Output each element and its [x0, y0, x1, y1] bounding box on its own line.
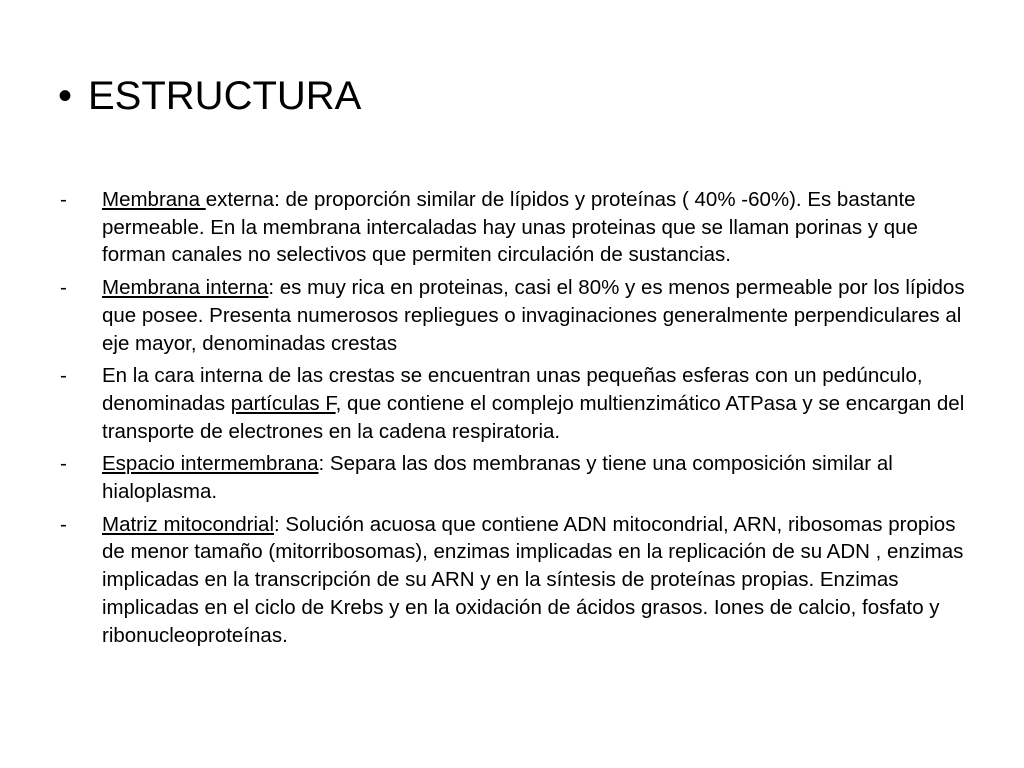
- title-row: [58, 72, 361, 120]
- term-membrana-externa: Membrana: [102, 188, 206, 211]
- item-description: : es muy rica en proteinas, casi el 80% y es menos permeable por los lípidos que posee. Presenta numerosos repliegues o invaginaciones generalmente perpendiculares al eje mayor, denominadas crestas: [102, 276, 965, 355]
- term-membrana-interna: Membrana interna: [102, 276, 269, 300]
- item-description-before: En la cara interna de las crestas se encuentran unas pequeñas esferas con un pedúnculo, denominadas: [102, 364, 923, 415]
- term-espacio-intermembrana: Espacio intermembrana: [102, 452, 319, 476]
- list-item-espacio-intermembrana: [60, 450, 980, 505]
- list-dash: -: [60, 364, 67, 388]
- list-item-membrana-externa: [60, 186, 980, 269]
- list-dash: -: [60, 512, 67, 536]
- item-description: : Solución acuosa que contiene ADN mitocondrial, ARN, ribosomas propios de menor tamaño (mitorribosomas), enzimas implicadas en la replicación de su ADN , enzimas implicadas en la transcripción de su ARN y en la síntesis de proteínas propias. Enzimas implicadas en el ciclo de Krebs y en la oxidación de ácidos grasos. Iones de calcio, fosfato y ribonucleoproteínas.: [102, 512, 964, 647]
- item-description-after: , que contiene el complejo multienzimático ATPasa y se encargan del transporte de electrones en la cadena respiratoria.: [102, 391, 965, 443]
- term-particulas-f: partículas F: [230, 391, 336, 415]
- term-matriz-mitocondrial: Matriz mitocondrial: [102, 512, 275, 536]
- title-bullet: •: [58, 74, 73, 118]
- list-dash: -: [60, 188, 67, 211]
- list-item-crestas: [60, 362, 980, 445]
- item-description: : Separa las dos membranas y tiene una composición similar al hialoplasma.: [102, 452, 893, 504]
- list-item-text: [102, 186, 980, 269]
- list-item-text: [102, 450, 980, 505]
- list-dash: -: [60, 452, 67, 476]
- item-description: externa: de proporción similar de lípidos y proteínas ( 40% -60%). Es bastante permeable. En la membrana intercaladas hay unas proteinas que se llaman porinas y que forman canales no selectivos que permiten circulación de sustancias.: [102, 188, 918, 267]
- bullet-list: [60, 186, 980, 654]
- list-item-text: [102, 274, 980, 357]
- list-item-membrana-interna: [60, 274, 980, 357]
- list-item-matriz-mitocondrial: [60, 511, 980, 650]
- list-item-text: [102, 362, 980, 445]
- list-dash: -: [60, 276, 67, 300]
- slide-title: ESTRUCTURA: [88, 74, 362, 118]
- list-item-text: [102, 511, 980, 650]
